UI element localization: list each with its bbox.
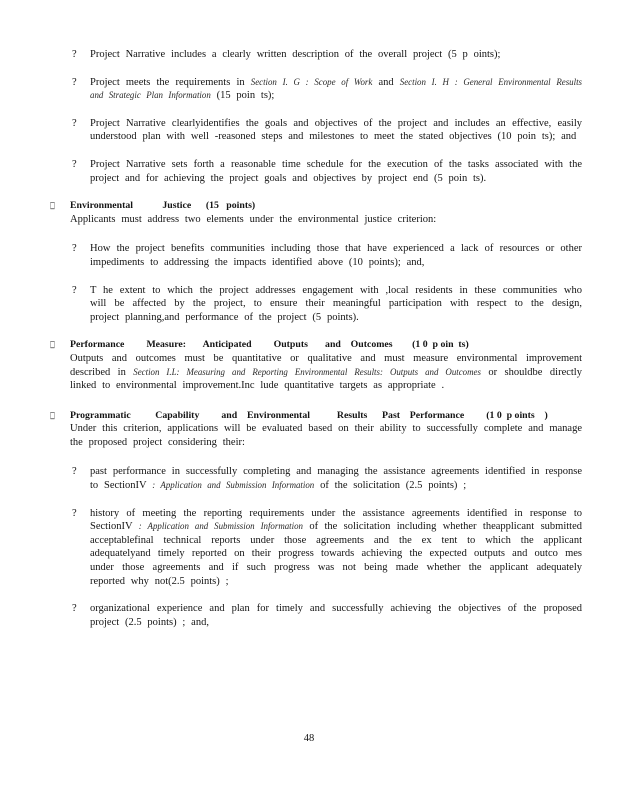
question-mark-bullet-icon: ?: [72, 76, 77, 88]
paragraph-text: [90, 76, 582, 103]
question-mark-bullet-icon: ?: [72, 284, 77, 296]
bullet-item: [50, 158, 582, 185]
italic-reference: Section I. G : Scope of Work: [250, 76, 373, 87]
section-title: Programmatic Capability and Environmental Results Past Performance (1 0 p oints ): [70, 409, 548, 421]
section-body: [70, 199, 582, 226]
paragraph-text: [90, 242, 582, 269]
section-title: Environmental Justice (15 points): [70, 200, 256, 212]
bullet-item: [50, 242, 582, 269]
question-mark-bullet-icon: ?: [72, 158, 77, 170]
notdef-box-icon: □: [50, 200, 55, 212]
italic-reference: : Application and Submission Information: [152, 480, 315, 491]
text-run: or shouldbe directly linked to environmental improvement.Inc lude quantitative targets as appropriate .: [70, 366, 582, 392]
text-run: and: [372, 76, 400, 88]
section-item: [50, 338, 582, 392]
text-run: past performance in successfully completing and managing the assistance agreements identified in response to SectionIV: [90, 466, 582, 492]
text-run: history of meeting the reporting requirements under the assistance agreements identified in response to SectionIV: [90, 507, 582, 533]
text-run: T he extent to which the project addresses engagement with ,local residents in these communities who will be affected by the project, to ensure their meaningful participation with respect to the design, project planning,and performance of the project (5 points).: [90, 284, 582, 323]
text-run: of the solicitation including whether theapplicant submitted acceptablefinal technical reports under those agreements and the ex tent to which the applicant adequatelyand timely reported on their progress towards achieving the expected outputs and outco mes under those agreements and if such progress was not being made whether the applicant adequately reported why not(2.5 points) ;: [90, 521, 583, 587]
section-title: Performance Measure: Anticipated Outputs and Outcomes (1 0 p oin ts): [70, 339, 469, 351]
bullet-item: [50, 465, 582, 492]
question-mark-bullet-icon: ?: [72, 117, 77, 129]
section-body: [70, 409, 582, 450]
text-run: How the project benefits communities including those that have experienced a lack of resources or other impediments to addressing the impacts identified above (10 points); and,: [90, 243, 582, 268]
question-mark-bullet-icon: ?: [72, 243, 77, 255]
text-run: organizational experience and plan for timely and successfully achieving the objectives of the proposed project (2.5 points) ; and,: [90, 603, 582, 628]
section-item: [50, 409, 582, 450]
text-run: Under this criterion, applications will be evaluated based on their ability to successfully complete and manage the proposed project considering their:: [70, 423, 582, 448]
bullet-item: [50, 602, 582, 629]
paragraph-text: [90, 602, 582, 629]
italic-reference: : Application and Submission Information: [138, 521, 303, 532]
question-mark-bullet-icon: ?: [72, 507, 77, 519]
section-body: [70, 338, 582, 392]
text-run: (15 poin ts);: [210, 90, 275, 102]
paragraph-text: [90, 117, 582, 144]
bullet-item: [50, 284, 582, 325]
text-run: Project Narrative includes a clearly written description of the overall project (5 p oints);: [90, 49, 501, 60]
paragraph-text: [90, 48, 582, 62]
page-number: 48: [303, 733, 315, 744]
section-item: [50, 199, 582, 226]
notdef-box-icon: □: [50, 339, 55, 351]
text-run: Applicants must address two elements under the environmental justice criterion:: [70, 213, 437, 225]
paragraph-text: [90, 465, 582, 492]
bullet-item: [50, 507, 582, 589]
notdef-box-icon: □: [50, 409, 55, 421]
text-run: Outputs and outcomes must be quantitative or qualitative and must measure environmental improvement described in: [70, 352, 582, 378]
paragraph-text: [90, 507, 582, 589]
text-run: Project meets the requirements in: [90, 76, 251, 88]
text-run: of the solicitation (2.5 points) ;: [314, 480, 467, 492]
bullet-item: [50, 76, 582, 103]
paragraph-text: [90, 158, 582, 185]
bullet-item: [50, 48, 582, 62]
bullet-item: [50, 117, 582, 144]
question-mark-bullet-icon: ?: [72, 603, 77, 615]
italic-reference: Section I.L: Measuring and Reporting Environmental Results: Outputs and Outcomes: [133, 366, 481, 377]
italic-reference: Section I. H : General Environmental Results and Strategic Plan Information: [90, 76, 582, 101]
question-mark-bullet-icon: ?: [72, 49, 77, 60]
paragraph-text: [90, 284, 582, 325]
text-run: Project Narrative sets forth a reasonable time schedule for the execution of the tasks associated with the project and for achieving the project goals and objectives by project end (5 poin ts).: [90, 158, 582, 184]
text-run: Project Narrative clearlyidentifies the goals and objectives of the project and includes an effective, easily understood plan with well -reasoned steps and milestones to meet the stated objectives (10 poin ts); and: [90, 117, 582, 143]
question-mark-bullet-icon: ?: [72, 466, 77, 478]
